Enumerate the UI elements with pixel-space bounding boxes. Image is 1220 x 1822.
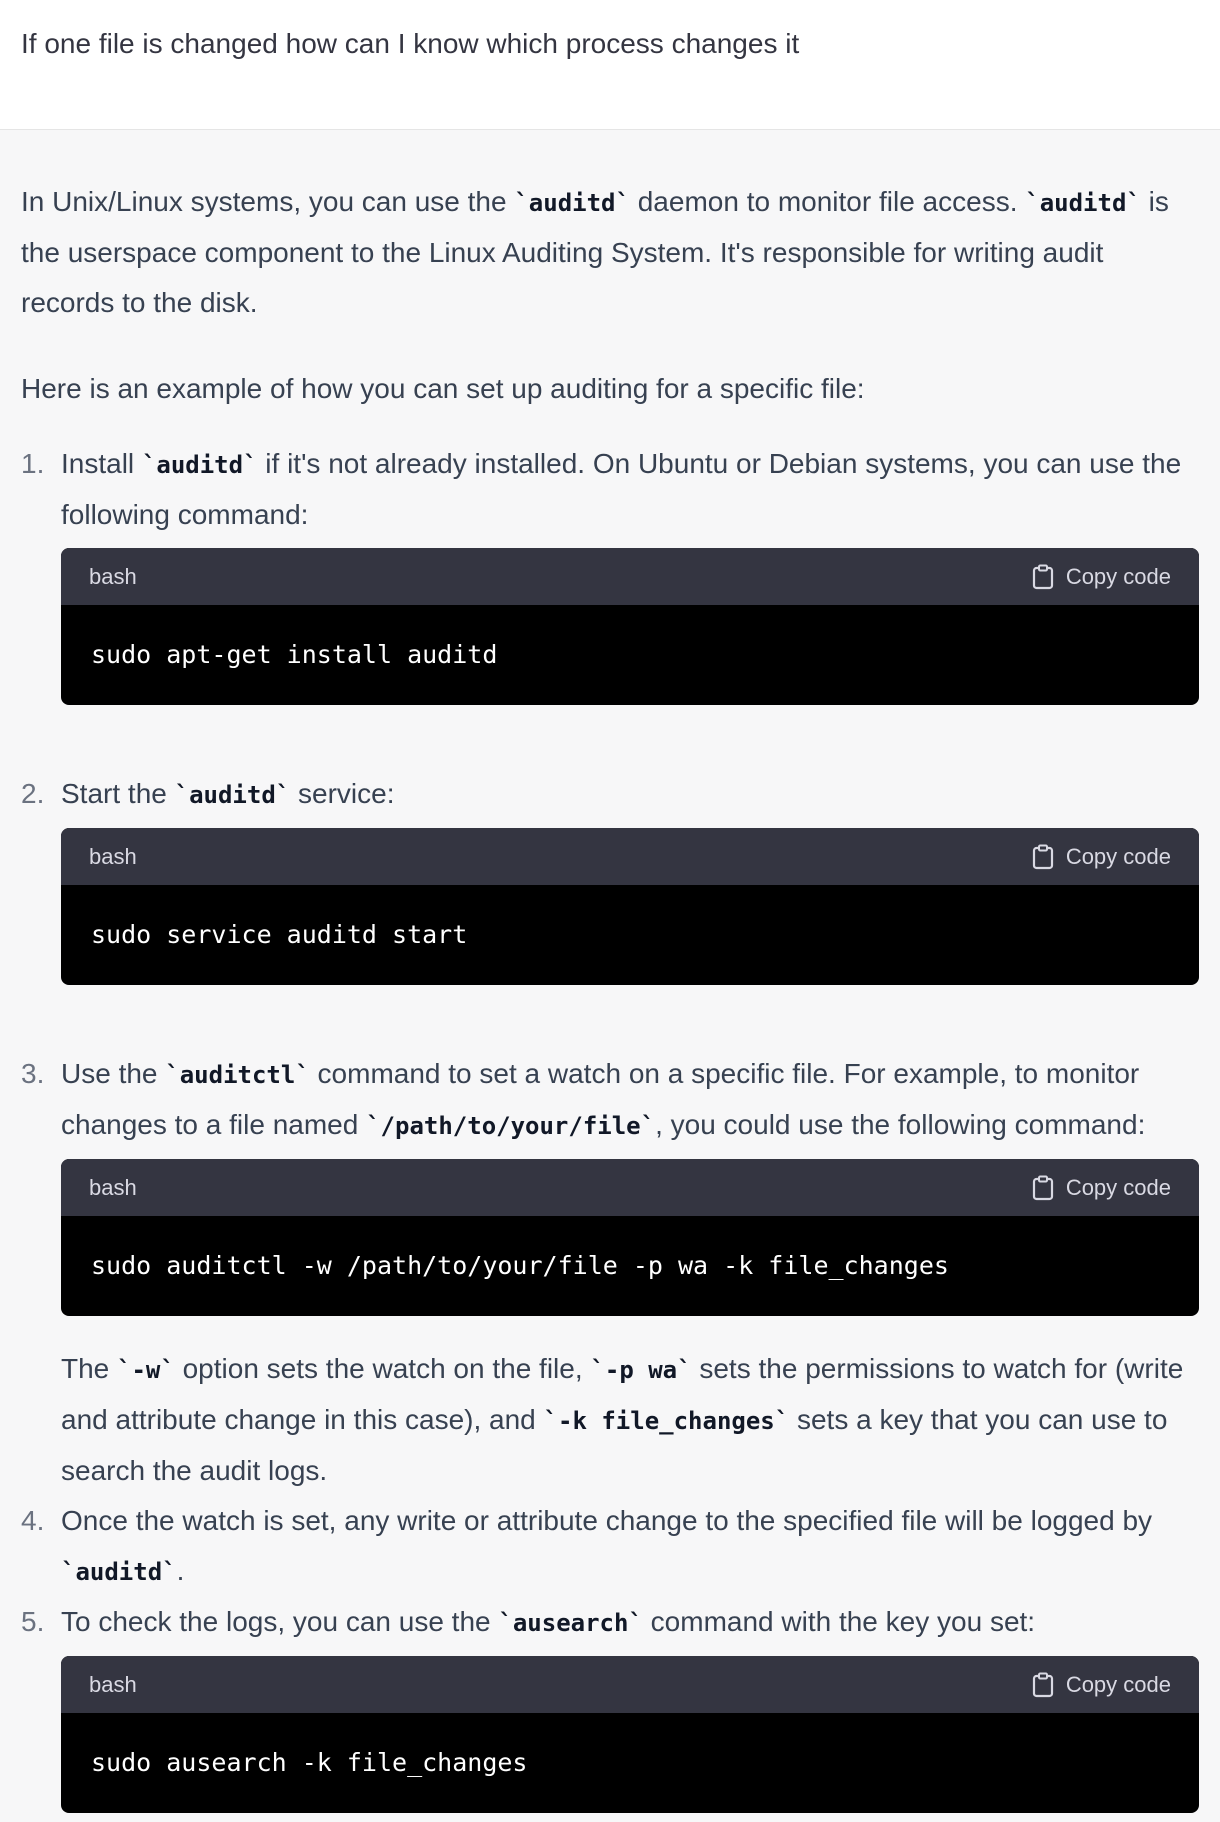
- clipboard-icon: [1032, 844, 1054, 870]
- code-content: sudo ausearch -k file_changes: [91, 1748, 528, 1777]
- inline-code: `auditd`: [61, 1558, 177, 1586]
- clipboard-icon: [1032, 1672, 1054, 1698]
- copy-code-button[interactable]: [1032, 548, 1171, 605]
- code-language-label: bash: [89, 844, 137, 869]
- copy-code-button[interactable]: [1032, 1159, 1171, 1216]
- step-text-part: Use the: [61, 1058, 166, 1089]
- step-text-part: service:: [290, 778, 395, 809]
- code-block-header: [61, 1656, 1199, 1713]
- inline-code: `-w`: [117, 1356, 175, 1384]
- code-block: [61, 828, 1199, 985]
- intro-text-3: is the userspace component to the Linux Auditing System. It's responsible for writing audit records to the disk.: [21, 186, 1169, 318]
- explanation-text: option sets the watch on the file,: [174, 1353, 591, 1384]
- code-language-label: bash: [89, 564, 137, 589]
- inline-code: `auditctl`: [165, 1061, 310, 1089]
- example-lead: Here is an example of how you can set up auditing for a specific file:: [21, 373, 865, 404]
- list-item: [21, 1597, 1199, 1813]
- copy-code-label: Copy code: [1065, 1672, 1171, 1697]
- code-block: [61, 548, 1199, 705]
- list-number: 2.: [21, 778, 45, 809]
- list-item: [21, 439, 1199, 769]
- code-block: [61, 1159, 1199, 1316]
- list-item: [21, 769, 1199, 1049]
- step-text-part: , you could use the following command:: [655, 1109, 1146, 1140]
- inline-code-auditd: `auditd`: [1025, 189, 1141, 217]
- list-number: 3.: [21, 1058, 45, 1089]
- inline-code: `/path/to/your/file`: [366, 1112, 656, 1140]
- code-content: sudo auditctl -w /path/to/your/file -p wa -k file_changes: [91, 1251, 949, 1280]
- step-text-part: command with the key you set:: [642, 1606, 1036, 1637]
- copy-code-label: Copy code: [1065, 844, 1171, 869]
- inline-code-auditd: `auditd`: [514, 189, 630, 217]
- list-item: [21, 1049, 1199, 1496]
- intro-paragraph: [21, 177, 1199, 328]
- explanation-text: sets a key that you can use to search the audit logs.: [61, 1404, 1168, 1486]
- explanation-text: sets the permissions to watch for (write and attribute change in this case), and: [61, 1353, 1184, 1435]
- step-text-part: Once the watch is set, any write or attribute change to the specified file will be logged by: [61, 1505, 1153, 1536]
- code-content: sudo service auditd start: [91, 920, 468, 949]
- clipboard-icon: [1032, 1175, 1054, 1201]
- copy-code-label: Copy code: [1065, 564, 1171, 589]
- step-text-part: Start the: [61, 778, 175, 809]
- inline-code: `ausearch`: [498, 1609, 643, 1637]
- list-number: 4.: [21, 1505, 45, 1536]
- copy-code-button[interactable]: [1032, 828, 1171, 885]
- user-message-text: If one file is changed how can I know which process changes it: [21, 28, 800, 59]
- step-text-part: command to set a watch on a specific file. For example, to monitor changes to a file named: [61, 1058, 1140, 1140]
- step-text: [61, 1597, 1199, 1648]
- code-language-label: bash: [89, 1672, 137, 1697]
- step-text-part: if it's not already installed. On Ubuntu or Debian systems, you can use the following command:: [61, 448, 1182, 530]
- copy-code-button[interactable]: [1032, 1656, 1171, 1713]
- step-text-part: Install: [61, 448, 142, 479]
- inline-code: `auditd`: [141, 451, 258, 479]
- user-message: [0, 0, 1220, 130]
- clipboard-icon: [1032, 564, 1054, 590]
- step-text: [61, 1496, 1199, 1597]
- code-block: [61, 1656, 1199, 1813]
- inline-code: `-p wa`: [590, 1356, 692, 1384]
- intro-text-2: daemon to monitor file access.: [629, 186, 1026, 217]
- code-block-header: [61, 1159, 1199, 1216]
- inline-code: `auditd`: [174, 781, 291, 809]
- code-language-label: bash: [89, 1175, 137, 1200]
- step-text-part: .: [176, 1555, 185, 1586]
- inline-code: `-k file_changes`: [543, 1407, 790, 1435]
- list-number: 1.: [21, 448, 45, 479]
- option-explanation: [61, 1344, 1199, 1496]
- explanation-text: The: [61, 1353, 118, 1384]
- step-text: [61, 1049, 1199, 1151]
- step-text: [61, 769, 1199, 820]
- code-block-header: [61, 548, 1199, 605]
- steps-list: [21, 439, 1199, 1813]
- step-text-part: To check the logs, you can use the: [61, 1606, 499, 1637]
- step-text: [61, 439, 1199, 540]
- list-item: [21, 1496, 1199, 1597]
- code-content: sudo apt-get install auditd: [91, 640, 498, 669]
- assistant-message: [0, 130, 1220, 1813]
- intro-text-1: In Unix/Linux systems, you can use the: [21, 186, 515, 217]
- code-block-header: [61, 828, 1199, 885]
- copy-code-label: Copy code: [1065, 1175, 1171, 1200]
- list-number: 5.: [21, 1606, 45, 1637]
